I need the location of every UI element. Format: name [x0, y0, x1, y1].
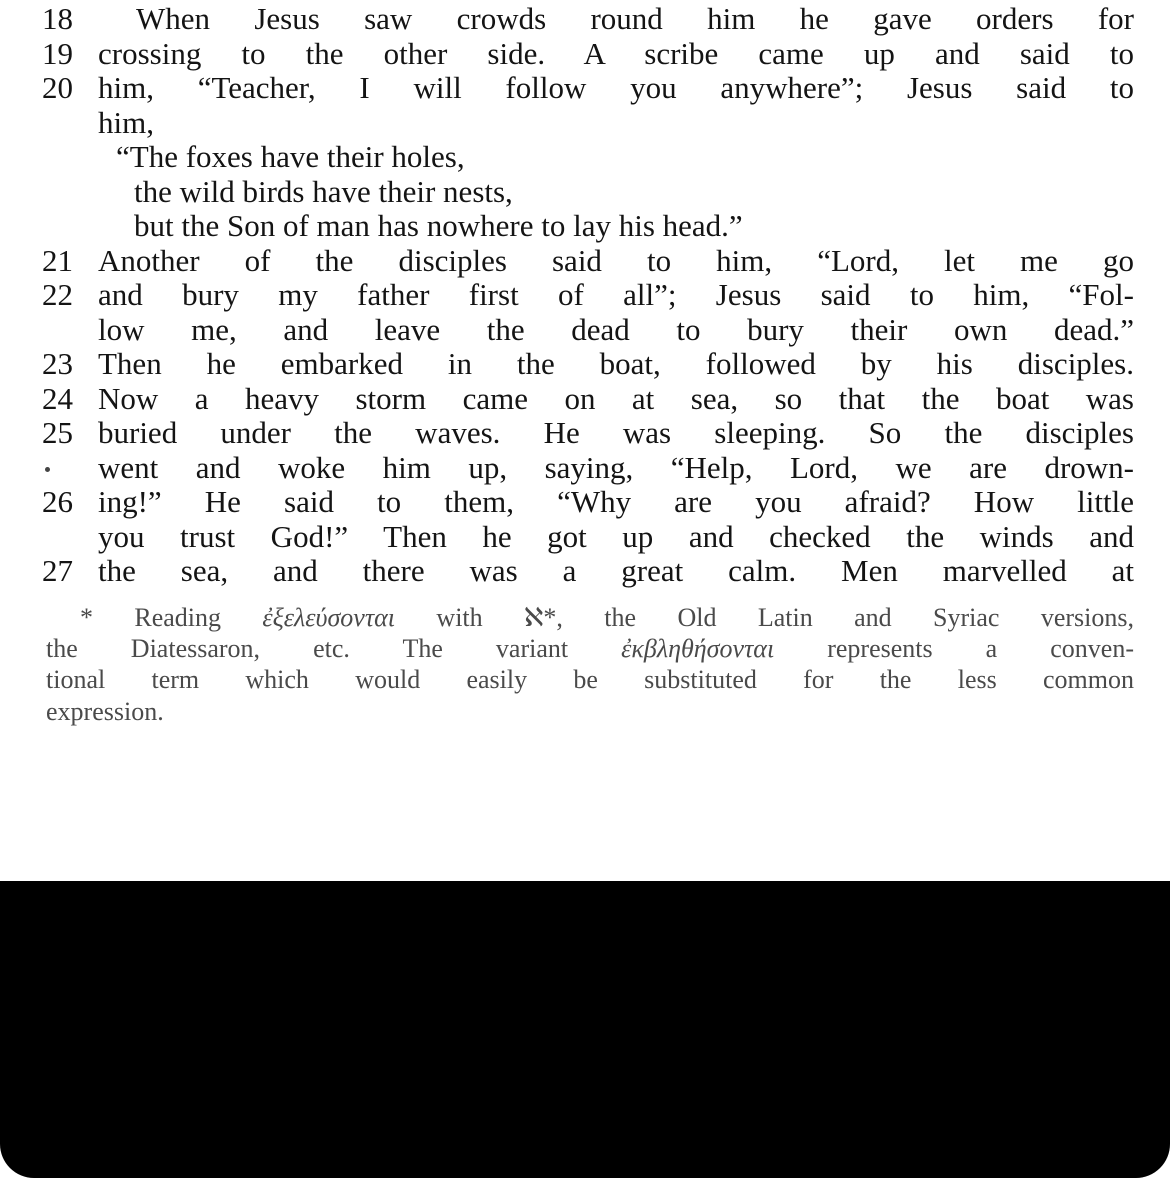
verse-text: you trust God!” Then he got up and checked the winds and — [98, 518, 1134, 554]
verse-number: 22 — [42, 277, 73, 312]
text-line — [0, 106, 1170, 141]
text-line — [0, 244, 1170, 279]
footnote-line: tional term which would easily be substituted for the less common — [46, 665, 1134, 695]
verse-text: Now a heavy storm came on at sea, so that the boat was — [98, 380, 1134, 416]
footnote-text: the Diatessaron, etc. The variant — [46, 634, 622, 664]
poetry-line — [0, 140, 1170, 175]
verse-text: and bury my father first of all”; Jesus said to him, “Fol- — [98, 277, 1134, 312]
poetry-text: but the Son of man has nowhere to lay his head.” — [134, 208, 743, 243]
verse-number: 25 — [42, 415, 73, 450]
verse-number: 18 — [42, 1, 73, 36]
verse-text: When Jesus saw crowds round him he gave orders for — [136, 1, 1134, 36]
text-line — [0, 416, 1170, 451]
verse-number: 23 — [42, 346, 73, 381]
poetry-text: the wild birds have their nests, — [134, 173, 513, 209]
verse-text: went and woke him up, saying, “Help, Lord, we are drown- — [98, 449, 1134, 485]
verse-text: buried under the waves. He was sleeping. So the disciples — [98, 415, 1134, 450]
text-line — [0, 347, 1170, 382]
verse-number: 20 — [42, 70, 73, 105]
verse-number: 24 — [42, 380, 73, 416]
verse-number: 26 — [42, 484, 73, 519]
text-line — [0, 313, 1170, 348]
text-line — [0, 278, 1170, 313]
verse-number: 19 — [42, 35, 73, 71]
poetry-line — [0, 175, 1170, 210]
footnote-line — [46, 602, 1134, 633]
text-line — [0, 554, 1170, 589]
text-line — [0, 37, 1170, 72]
verse-number: 27 — [42, 553, 73, 588]
text-line — [0, 520, 1170, 555]
verse-text: low me, and leave the dead to bury their own dead.” — [98, 311, 1134, 347]
verse-text: the sea, and there was a great calm. Men marvelled at — [98, 553, 1134, 588]
text-line — [0, 71, 1170, 106]
footnote-line: expression. — [46, 696, 164, 726]
verse-text: Another of the disciples said to him, “Lord, let me go — [98, 242, 1134, 278]
footnote-line — [46, 633, 1134, 664]
footnote-text: * Reading — [80, 603, 263, 632]
verse-text: ing!” He said to them, “Why are you afraid? How little — [98, 484, 1134, 519]
verse-text: crossing to the other side. A scribe came up and said to — [98, 35, 1134, 71]
verse-number: 21 — [42, 242, 73, 278]
text-line — [0, 451, 1170, 486]
poetry-text: “The foxes have their holes, — [116, 139, 465, 174]
footnote-text: represents a conven- — [774, 634, 1134, 664]
text-line — [0, 2, 1170, 37]
verse-text: him, “Teacher, I will follow you anywhere”; Jesus said to — [98, 70, 1134, 105]
margin-dot — [45, 467, 50, 472]
greek-variant: ἐκβληθήσονται — [621, 634, 775, 664]
poetry-line — [0, 209, 1170, 244]
text-line — [0, 382, 1170, 417]
footnote — [46, 602, 1134, 727]
verse-text: Then he embarked in the boat, followed by his disciples. — [98, 346, 1134, 381]
footnote-text: with ℵ*, the Old Latin and Syriac versions, — [395, 603, 1134, 632]
greek-reading: ἐξελεύσονται — [262, 603, 396, 632]
black-bottom-area — [0, 881, 1170, 1178]
text-line — [0, 485, 1170, 520]
verse-text: him, — [98, 104, 154, 140]
